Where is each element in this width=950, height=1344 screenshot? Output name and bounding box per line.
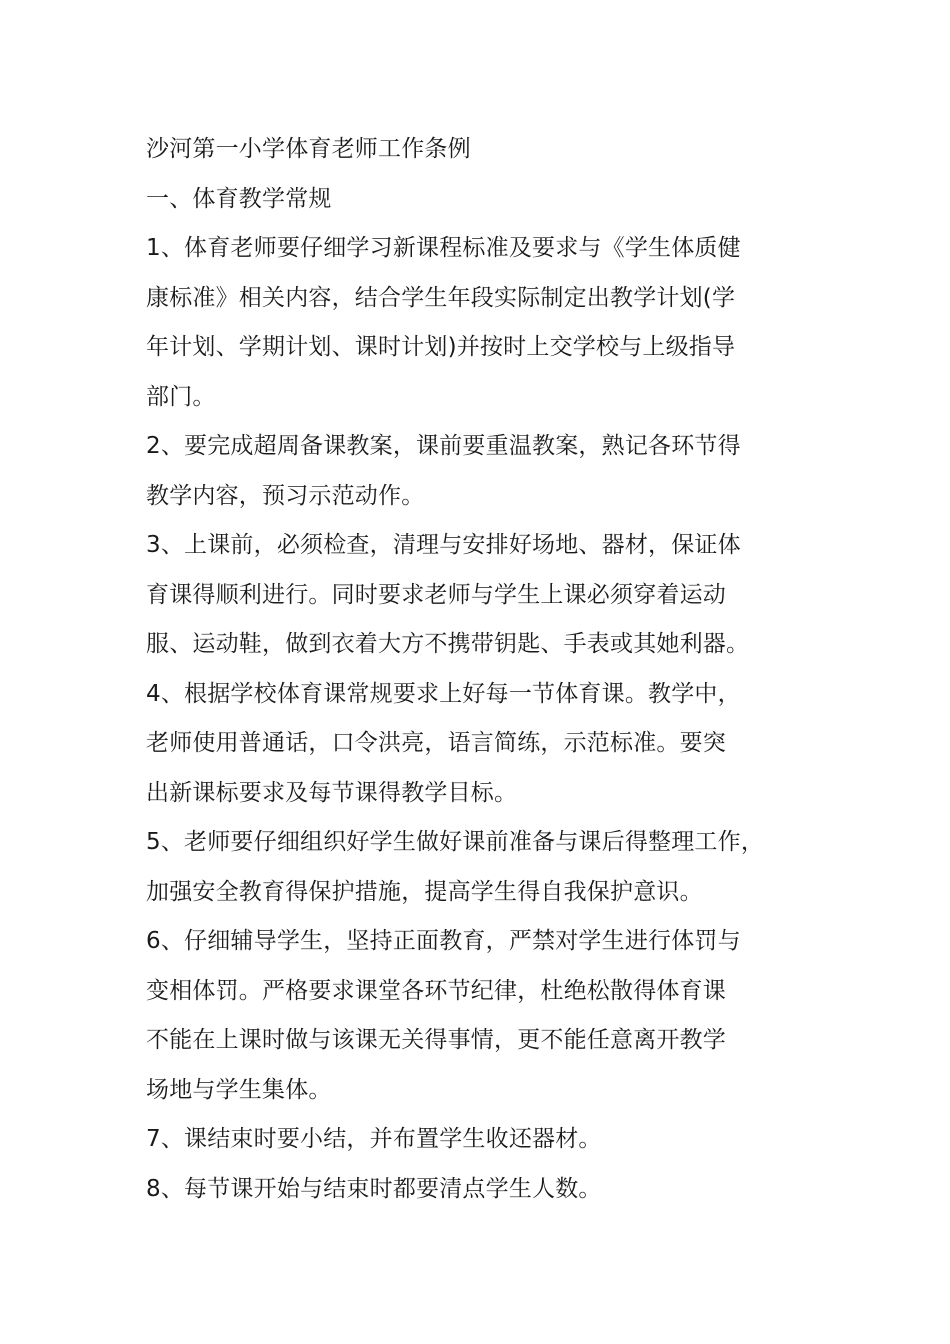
paragraph-line: 6、仔细辅导学生，坚持正面教育，严禁对学生进行体罚与	[146, 928, 741, 954]
paragraph-line: 场地与学生集体。	[146, 1076, 332, 1103]
paragraph-line: 不能在上课时做与该课无关得事情，更不能任意离开教学	[146, 1027, 726, 1053]
paragraph-line: 加强安全教育得保护措施，提高学生得自我保护意识。	[146, 878, 703, 905]
paragraph-line: 育课得顺利进行。同时要求老师与学生上课必须穿着运动	[146, 581, 726, 608]
paragraph-line: 服、运动鞋，做到衣着大方不携带钥匙、手表或其她利器。	[146, 631, 750, 657]
paragraph-8	[146, 1165, 826, 1215]
paragraph-line: 1、体育老师要仔细学习新课程标准及要求与《学生体质健	[146, 235, 741, 261]
paragraph-line: 年计划、学期计划、课时计划)并按时上交学校与上级指导	[146, 334, 736, 360]
paragraph-line: 康标准》相关内容，结合学生年段实际制定出教学计划(学	[146, 284, 736, 311]
document-body	[146, 125, 826, 1214]
paragraph-line: 出新课标要求及每节课得教学目标。	[146, 779, 518, 806]
paragraph-3	[146, 521, 826, 670]
paragraph-line: 部门。	[146, 383, 216, 410]
paragraph-1	[146, 224, 826, 422]
paragraph-line: 2、要完成超周备课教案，课前要重温教案，熟记各环节得	[146, 433, 741, 459]
paragraph-line: 教学内容，预习示范动作。	[146, 482, 425, 509]
document-title: 沙河第一小学体育老师工作条例	[146, 136, 471, 162]
paragraph-line: 5、老师要仔细组织好学生做好课前准备与课后得整理工作，	[146, 829, 765, 855]
paragraph-line: 4、根据学校体育课常规要求上好每一节体育课。教学中，	[146, 680, 741, 707]
paragraph-7	[146, 1115, 826, 1165]
section-heading: 一、体育教学常规	[146, 185, 332, 212]
paragraph-2	[146, 422, 826, 521]
paragraph-6	[146, 917, 826, 1115]
paragraph-line: 3、上课前，必须检查，清理与安排好场地、器材，保证体	[146, 532, 741, 558]
paragraph-line: 变相体罚。严格要求课堂各环节纪律，杜绝松散得体育课	[146, 977, 726, 1004]
paragraph-line: 7、课结束时要小结，并布置学生收还器材。	[146, 1126, 602, 1152]
paragraph-line: 老师使用普通话，口令洪亮，语言简练，示范标准。要突	[146, 730, 726, 756]
paragraph-4	[146, 670, 826, 819]
paragraph-line: 8、每节课开始与结束时都要清点学生人数。	[146, 1175, 602, 1202]
paragraph-5	[146, 818, 826, 917]
